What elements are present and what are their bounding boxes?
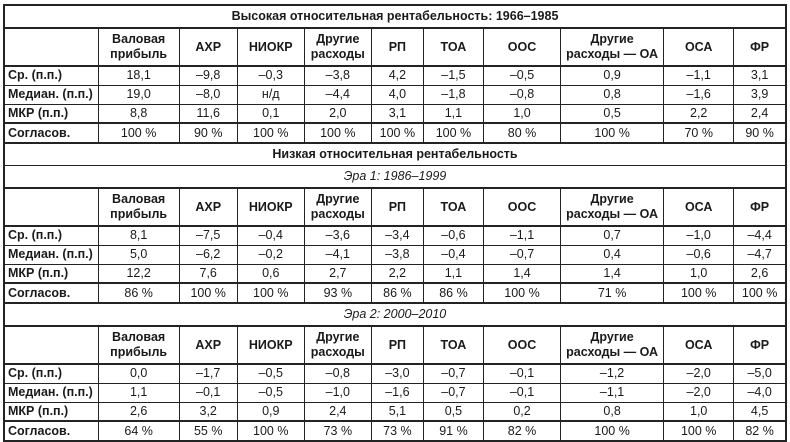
data-cell: 8,1	[98, 226, 179, 245]
data-cell: –4,1	[304, 245, 371, 264]
table-row	[4, 264, 786, 283]
column-header: Другие расходы — ОА	[561, 326, 664, 364]
data-cell: 55 %	[179, 421, 237, 441]
data-cell: 0,4	[561, 245, 664, 264]
data-cell: 100 %	[664, 421, 734, 441]
column-header: ОСА	[664, 28, 734, 66]
table-row	[4, 245, 786, 264]
data-cell: 1,4	[561, 264, 664, 283]
data-cell: 86 %	[98, 283, 179, 303]
data-cell: 0,8	[561, 85, 664, 104]
row-label: МКР (п.п.)	[4, 104, 98, 123]
column-header: РП	[371, 326, 423, 364]
data-cell: –1,8	[423, 85, 483, 104]
data-cell: 3,1	[734, 66, 786, 85]
data-cell: 1,1	[423, 104, 483, 123]
data-cell: 4,2	[371, 66, 423, 85]
data-cell: 100 %	[734, 283, 786, 303]
data-cell: 90 %	[179, 123, 237, 143]
row-label: Ср. (п.п.)	[4, 364, 98, 383]
corner-cell	[4, 28, 98, 66]
data-cell: –2,0	[664, 383, 734, 402]
data-cell: –1,5	[423, 66, 483, 85]
data-cell: 100 %	[237, 421, 304, 441]
data-cell: –0,4	[423, 245, 483, 264]
data-cell: 2,7	[304, 264, 371, 283]
data-cell: 0,6	[237, 264, 304, 283]
column-header: ТОА	[423, 326, 483, 364]
data-cell: –0,3	[237, 66, 304, 85]
section-title-row	[4, 143, 786, 166]
data-cell: 100 %	[561, 421, 664, 441]
data-cell: –1,6	[664, 85, 734, 104]
results-table-body	[4, 5, 786, 441]
data-cell: 3,2	[179, 402, 237, 421]
data-cell: 0,0	[98, 364, 179, 383]
column-header: Другие расходы — ОА	[561, 28, 664, 66]
column-header: АХР	[179, 188, 237, 226]
table-row	[4, 402, 786, 421]
table-row	[4, 421, 786, 441]
data-cell: 100 %	[98, 123, 179, 143]
data-cell: 2,0	[304, 104, 371, 123]
data-cell: 4,5	[734, 402, 786, 421]
data-cell: –0,5	[483, 66, 560, 85]
column-header: НИОКР	[237, 188, 304, 226]
data-cell: 4,0	[371, 85, 423, 104]
data-cell: 2,6	[98, 402, 179, 421]
row-label: Согласов.	[4, 123, 98, 143]
data-cell: 100 %	[423, 123, 483, 143]
column-header: АХР	[179, 28, 237, 66]
row-label: Согласов.	[4, 283, 98, 303]
data-cell: 8,8	[98, 104, 179, 123]
data-cell: 100 %	[371, 123, 423, 143]
data-cell: –1,1	[664, 66, 734, 85]
column-header: ОСА	[664, 326, 734, 364]
column-header-row	[4, 188, 786, 226]
data-cell: –1,0	[304, 383, 371, 402]
data-cell: –4,0	[734, 383, 786, 402]
data-cell: –4,4	[734, 226, 786, 245]
data-cell: 1,0	[664, 264, 734, 283]
data-cell: –8,0	[179, 85, 237, 104]
column-header: ОСА	[664, 188, 734, 226]
data-cell: 18,1	[98, 66, 179, 85]
column-header: АХР	[179, 326, 237, 364]
data-cell: 0,2	[483, 402, 560, 421]
data-cell: –4,4	[304, 85, 371, 104]
data-cell: 86 %	[371, 283, 423, 303]
data-cell: –0,1	[179, 383, 237, 402]
profitability-table	[3, 4, 787, 442]
data-cell: 0,7	[561, 226, 664, 245]
data-cell: –1,6	[371, 383, 423, 402]
row-label: Медиан. (п.п.)	[4, 245, 98, 264]
data-cell: 2,6	[734, 264, 786, 283]
column-header: РП	[371, 188, 423, 226]
row-label: Медиан. (п.п.)	[4, 383, 98, 402]
data-cell: 100 %	[237, 123, 304, 143]
data-cell: –3,4	[371, 226, 423, 245]
table-row	[4, 383, 786, 402]
data-cell: 7,6	[179, 264, 237, 283]
row-label: Ср. (п.п.)	[4, 66, 98, 85]
data-cell: 100 %	[179, 283, 237, 303]
data-cell: 3,1	[371, 104, 423, 123]
corner-cell	[4, 326, 98, 364]
data-cell: 93 %	[304, 283, 371, 303]
table-row	[4, 364, 786, 383]
data-cell: 100 %	[664, 283, 734, 303]
data-cell: –0,6	[423, 226, 483, 245]
row-label: Согласов.	[4, 421, 98, 441]
data-cell: 1,0	[483, 104, 560, 123]
data-cell: –2,0	[664, 364, 734, 383]
column-header: Валовая прибыль	[98, 28, 179, 66]
column-header: ООС	[483, 326, 560, 364]
data-cell: –3,8	[371, 245, 423, 264]
column-header: ТОА	[423, 28, 483, 66]
data-cell: –1,1	[561, 383, 664, 402]
data-cell: 5,1	[371, 402, 423, 421]
data-cell: –7,5	[179, 226, 237, 245]
data-cell: 100 %	[483, 283, 560, 303]
data-cell: 11,6	[179, 104, 237, 123]
column-header: НИОКР	[237, 28, 304, 66]
table-row	[4, 85, 786, 104]
data-cell: 86 %	[423, 283, 483, 303]
column-header: ООС	[483, 188, 560, 226]
table-row	[4, 66, 786, 85]
section-title-row	[4, 5, 786, 28]
data-cell: 82 %	[734, 421, 786, 441]
data-cell: 2,2	[371, 264, 423, 283]
column-header: ТОА	[423, 188, 483, 226]
data-cell: 12,2	[98, 264, 179, 283]
row-label: МКР (п.п.)	[4, 402, 98, 421]
data-cell: –5,0	[734, 364, 786, 383]
data-cell: –0,7	[423, 383, 483, 402]
data-cell: –0,7	[423, 364, 483, 383]
data-cell: 1,1	[98, 383, 179, 402]
column-header-row	[4, 326, 786, 364]
column-header: Другие расходы — ОА	[561, 188, 664, 226]
data-cell: –6,2	[179, 245, 237, 264]
data-cell: 100 %	[237, 283, 304, 303]
data-cell: –0,8	[304, 364, 371, 383]
data-cell: 0,8	[561, 402, 664, 421]
column-header: ФР	[734, 28, 786, 66]
data-cell: 100 %	[304, 123, 371, 143]
row-label: Ср. (п.п.)	[4, 226, 98, 245]
column-header: РП	[371, 28, 423, 66]
section-title-row	[4, 303, 786, 326]
data-cell: –0,7	[483, 245, 560, 264]
data-cell: 2,4	[734, 104, 786, 123]
data-cell: 0,5	[561, 104, 664, 123]
data-cell: –1,0	[664, 226, 734, 245]
column-header: НИОКР	[237, 326, 304, 364]
data-cell: –0,2	[237, 245, 304, 264]
data-cell: 64 %	[98, 421, 179, 441]
data-cell: 91 %	[423, 421, 483, 441]
data-cell: 73 %	[371, 421, 423, 441]
column-header: ФР	[734, 326, 786, 364]
data-cell: 5,0	[98, 245, 179, 264]
table-row	[4, 123, 786, 143]
column-header: Другие расходы	[304, 326, 371, 364]
data-cell: –3,8	[304, 66, 371, 85]
data-cell: 1,0	[664, 402, 734, 421]
data-cell: –0,8	[483, 85, 560, 104]
data-cell: –3,6	[304, 226, 371, 245]
data-cell: –4,7	[734, 245, 786, 264]
data-cell: –1,7	[179, 364, 237, 383]
data-cell: 2,4	[304, 402, 371, 421]
row-label: МКР (п.п.)	[4, 264, 98, 283]
column-header: Валовая прибыль	[98, 188, 179, 226]
data-cell: –0,5	[237, 383, 304, 402]
data-cell: 90 %	[734, 123, 786, 143]
data-cell: 2,2	[664, 104, 734, 123]
corner-cell	[4, 188, 98, 226]
data-cell: 82 %	[483, 421, 560, 441]
data-cell: –0,5	[237, 364, 304, 383]
data-cell: –3,0	[371, 364, 423, 383]
data-cell: 0,9	[561, 66, 664, 85]
data-cell: –9,8	[179, 66, 237, 85]
data-cell: 1,1	[423, 264, 483, 283]
column-header: ООС	[483, 28, 560, 66]
column-header: ФР	[734, 188, 786, 226]
section-title: Низкая относительная рентабельность	[4, 143, 786, 166]
data-cell: –1,1	[483, 226, 560, 245]
data-cell: 19,0	[98, 85, 179, 104]
column-header: Другие расходы	[304, 28, 371, 66]
data-cell: 0,5	[423, 402, 483, 421]
section-title: Эра 1: 1986–1999	[4, 166, 786, 189]
data-cell: –0,1	[483, 364, 560, 383]
data-cell: н/д	[237, 85, 304, 104]
data-cell: –0,4	[237, 226, 304, 245]
data-cell: –0,1	[483, 383, 560, 402]
row-label: Медиан. (п.п.)	[4, 85, 98, 104]
data-cell: 71 %	[561, 283, 664, 303]
data-cell: 80 %	[483, 123, 560, 143]
section-title-row	[4, 166, 786, 189]
data-cell: 73 %	[304, 421, 371, 441]
table-row	[4, 283, 786, 303]
section-title: Высокая относительная рентабельность: 1966–1985	[4, 5, 786, 28]
data-cell: 1,4	[483, 264, 560, 283]
data-cell: –0,6	[664, 245, 734, 264]
data-cell: 70 %	[664, 123, 734, 143]
column-header: Другие расходы	[304, 188, 371, 226]
table-row	[4, 226, 786, 245]
column-header: Валовая прибыль	[98, 326, 179, 364]
data-cell: –1,2	[561, 364, 664, 383]
data-cell: 0,1	[237, 104, 304, 123]
data-cell: 100 %	[561, 123, 664, 143]
column-header-row	[4, 28, 786, 66]
data-cell: 3,9	[734, 85, 786, 104]
table-row	[4, 104, 786, 123]
data-cell: 0,9	[237, 402, 304, 421]
section-title: Эра 2: 2000–2010	[4, 303, 786, 326]
